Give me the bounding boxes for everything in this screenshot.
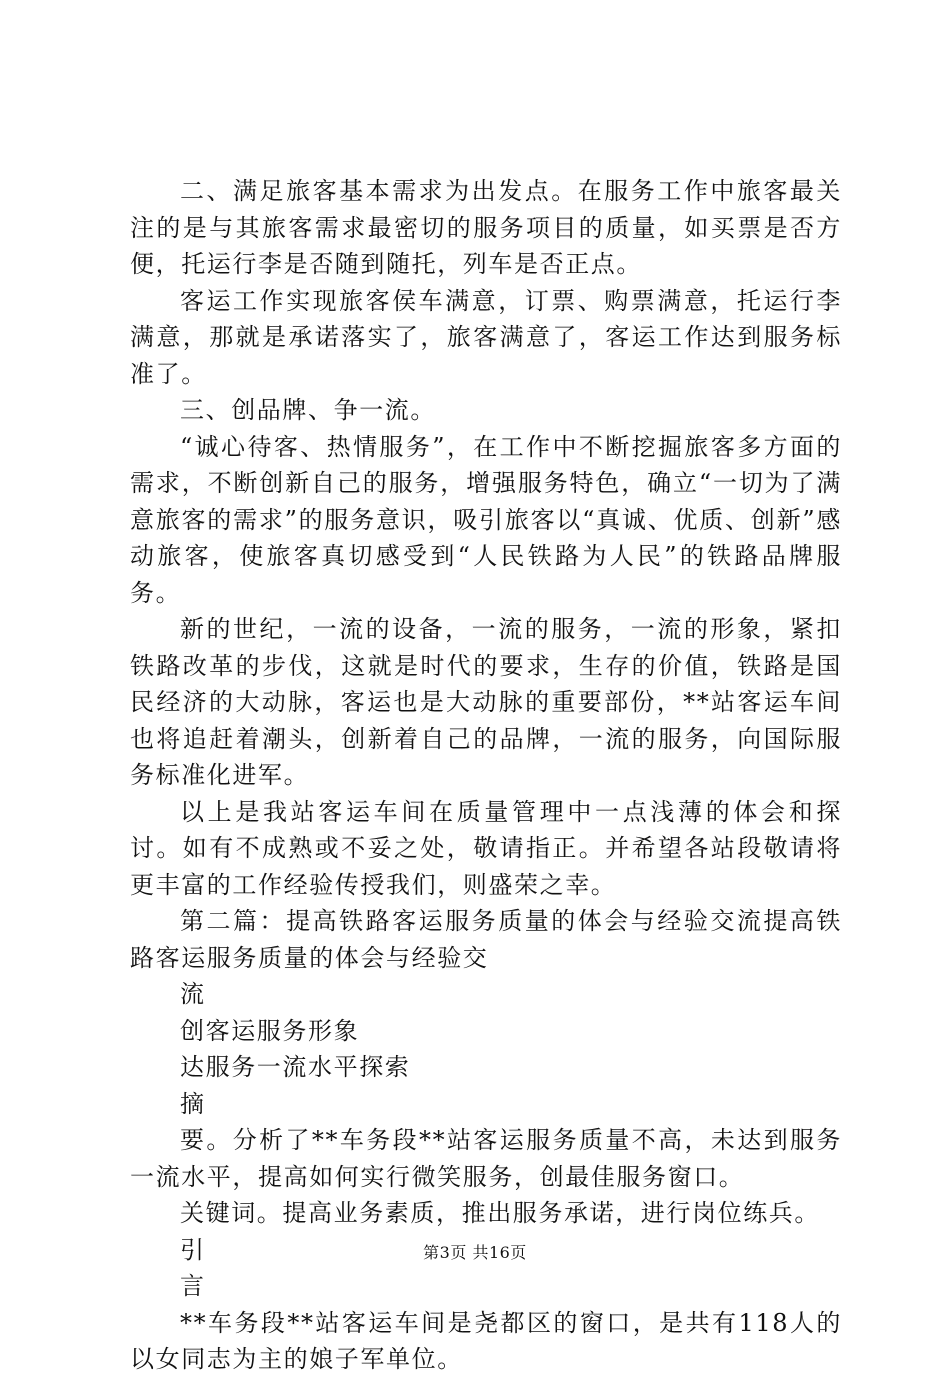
title-fragment: 流: [180, 980, 206, 1008]
paragraph: 以上是我站客运车间在质量管理中一点浅薄的体会和探讨。如有不成熟或不妥之处，敬请指正。并希望各站段敬请将更丰富的工作经验传授我们，则盛荣之幸。: [130, 797, 842, 899]
paragraph: 二、满足旅客基本需求为出发点。在服务工作中旅客最关注的是与其旅客需求最密切的服务项目的质量，如买票是否方便，托运行李是否随到随托，列车是否正点。: [130, 177, 842, 278]
chapter-title: 第二篇：提高铁路客运服务质量的体会与经验交流提高铁路客运服务质量的体会与经验交: [130, 907, 842, 972]
title-fragment: 创客运服务形象: [180, 1016, 360, 1045]
document-body: [130, 173, 842, 1378]
paragraph: **车务段**站客运车间是尧都区的窗口，是共有118人的以女同志为主的娘子军单位。: [130, 1308, 842, 1373]
intro-label: 引: [180, 1235, 206, 1264]
paragraph: “诚心待客、热情服务”，在工作中不断挖掘旅客多方面的需求，不断创新自己的服务，增强服务特色，确立“一切为了满意旅客的需求”的服务意识，吸引旅客以“真诚、优质、创新”感动旅客，使旅客真切感受到“人民铁路为人民”的铁路品牌服务。: [130, 432, 842, 607]
page-footer: 第3页 共16页: [423, 1243, 527, 1262]
abstract-text: 要。分析了**车务段**站客运服务质量不高，未达到服务一流水平，提高如何实行微笑服务，创最佳服务窗口。: [130, 1126, 842, 1191]
abstract-label: 摘: [180, 1089, 206, 1118]
section-heading: 三、创品牌、争一流。: [180, 396, 436, 424]
title-fragment: 达服务一流水平探索: [180, 1053, 411, 1081]
intro-label: 言: [180, 1272, 206, 1300]
paragraph: 新的世纪，一流的设备，一流的服务，一流的形象，紧扣铁路改革的步伐，这就是时代的要求，生存的价值，铁路是国民经济的大动脉，客运也是大动脉的重要部份，**站客运车间也将追赶着潮头，创新着自己的品牌，一流的服务，向国际服务标准化进军。: [130, 615, 842, 789]
paragraph: 客运工作实现旅客侯车满意，订票、购票满意，托运行李满意，那就是承诺落实了，旅客满意了，客运工作达到服务标准了。: [130, 286, 842, 388]
keywords-line: 关键词。提高业务素质，推出服务承诺，进行岗位练兵。: [180, 1199, 820, 1227]
